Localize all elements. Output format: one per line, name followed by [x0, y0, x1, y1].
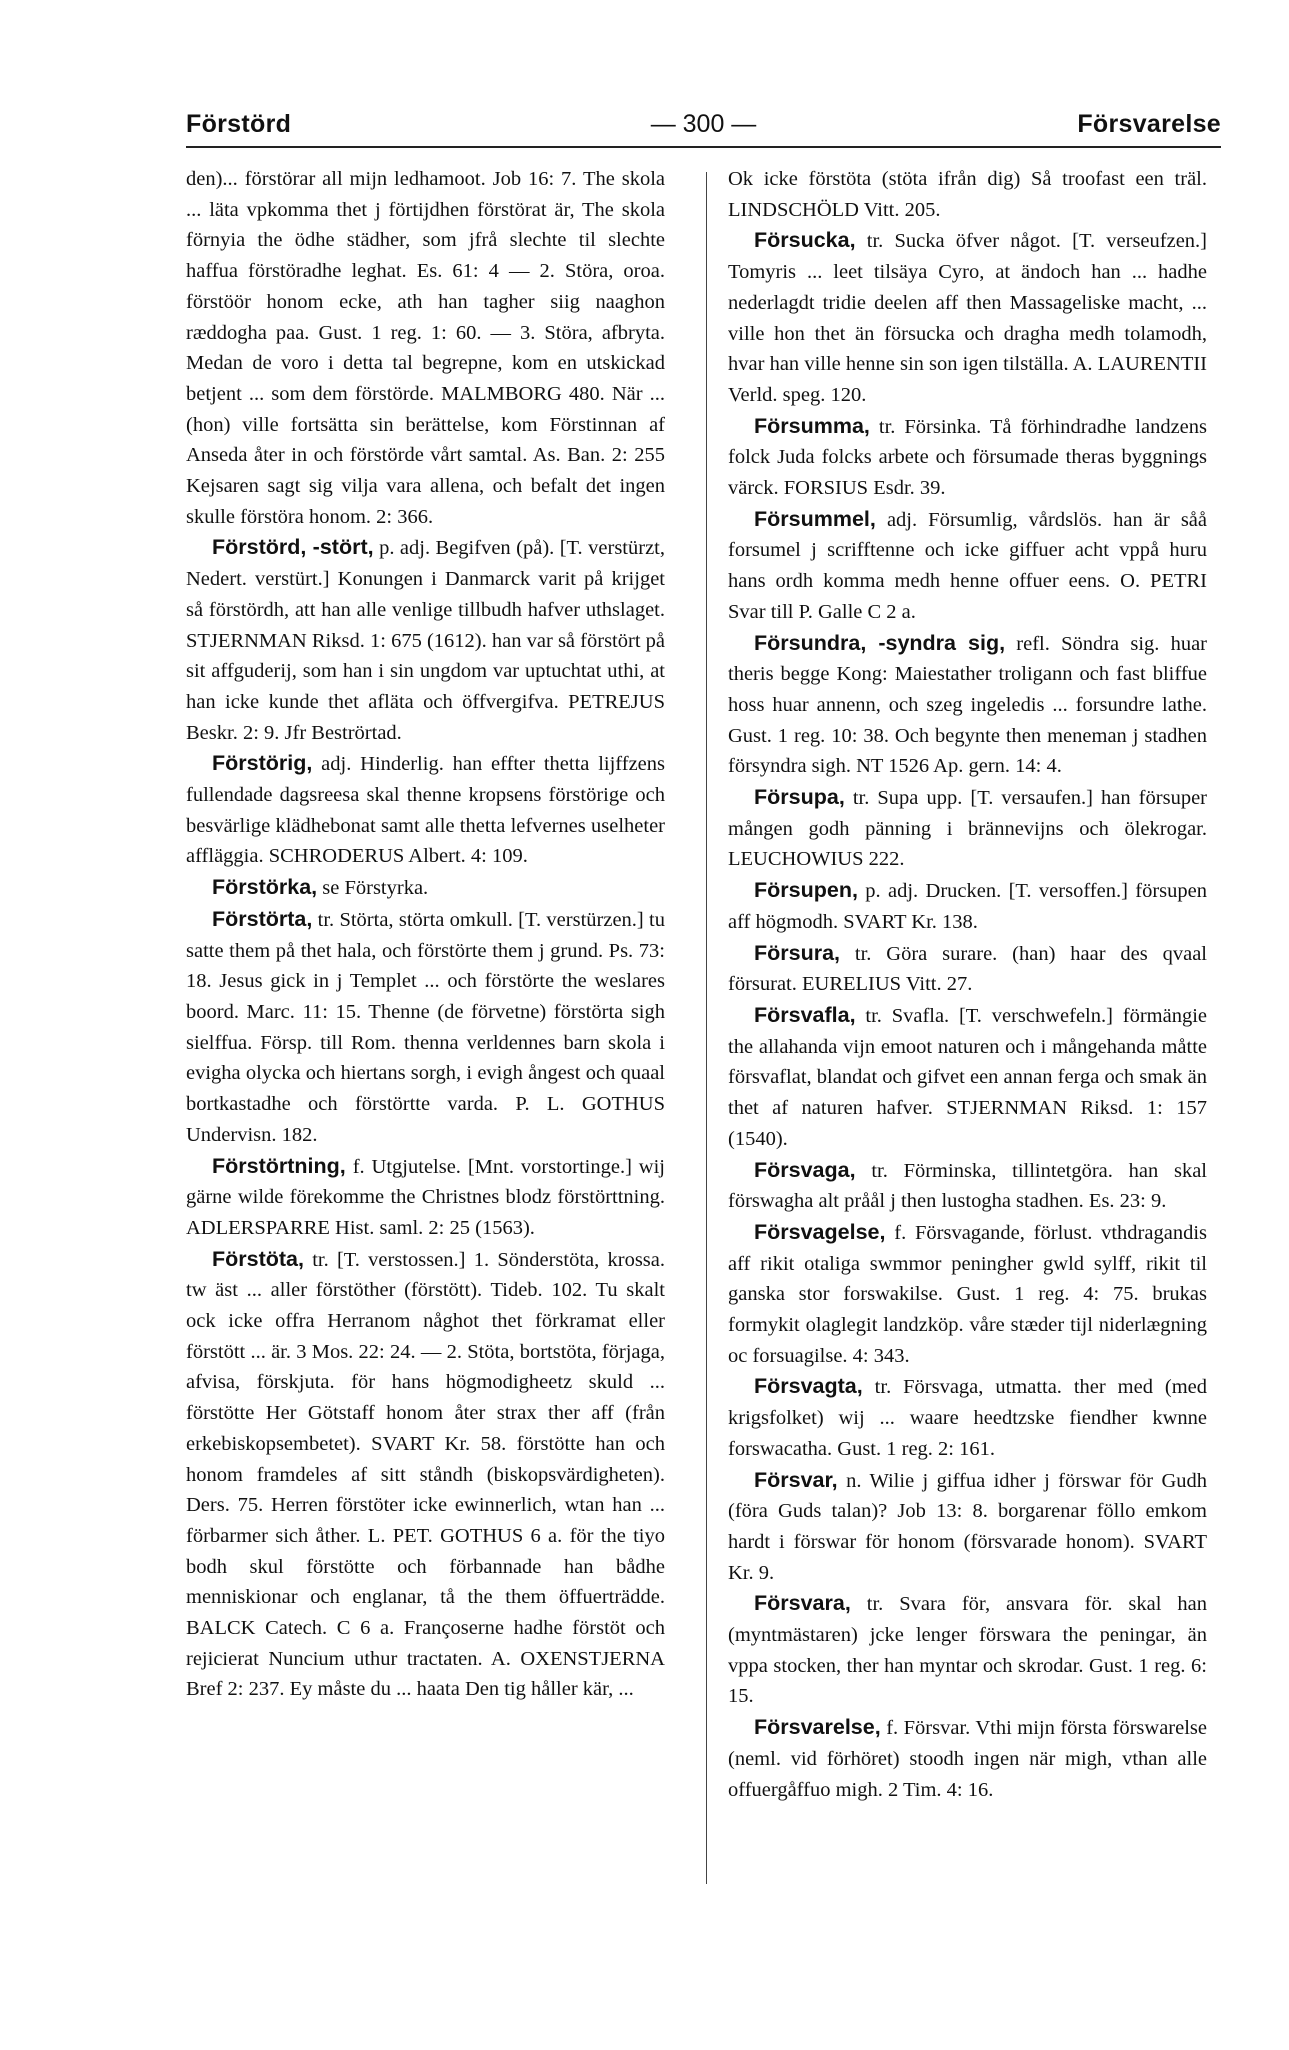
column-divider	[706, 172, 707, 1884]
entry-headword: Försvar,	[754, 1467, 838, 1492]
dictionary-entry	[186, 1244, 665, 1706]
dictionary-entry	[728, 1371, 1207, 1464]
dictionary-entry	[728, 1588, 1207, 1712]
entry-body: n. Wilie j giffua idher j förswar för Gudh (föra Guds talan)? Job 13: 8. borgarenar föllo emkom hardt i förswar för honom (försvarade honom). SVART Kr. 9.	[728, 1469, 1207, 1584]
entry-headword: Försucka,	[754, 228, 856, 253]
dictionary-entry	[186, 748, 665, 872]
entry-headword: Försvara,	[754, 1591, 851, 1616]
dictionary-entry	[728, 1712, 1207, 1805]
entry-body: adj. Försumlig, vårdslös. han är såå forsumel j scrifftenne och icke giffuer acht vppå huru hans ordh komma medh henne offuer eens. O. PETRI Svar till P. Galle C 2 a.	[728, 508, 1207, 623]
dictionary-entry	[728, 938, 1207, 1000]
entry-body: tr. Svara för, ansvara för. skal han (myntmästaren) jcke lenger förswara the peningar, än vppa stocken, ther han myntar och skrodar. Gust. 1 reg. 6: 15.	[728, 1593, 1207, 1708]
entry-headword: Förstörd, -stört,	[212, 535, 374, 560]
dictionary-entry	[728, 1465, 1207, 1589]
entry-headword: Förstörta,	[212, 906, 313, 931]
entry-headword: Försvarelse,	[754, 1715, 881, 1740]
entry-body: refl. Söndra sig. huar theris begge Kong: Maiestather troligann och fast bliffue hoss huar annenn, och szeg ingeledis ... forsundre lathe. Gust. 1 reg. 10: 38. Och begynte then meneman j stadhen försyndra sigh. NT 1526 Ap. gern. 14: 4.	[728, 632, 1208, 778]
dictionary-entry	[728, 225, 1207, 410]
dictionary-entry	[186, 904, 665, 1151]
entry-headword: Försvagta,	[754, 1374, 863, 1399]
page-number: — 300 —	[650, 110, 757, 138]
dictionary-entry	[728, 1217, 1207, 1372]
dictionary-entry	[186, 872, 665, 904]
header-rule	[186, 146, 1221, 148]
entry-headword: Försura,	[754, 940, 841, 965]
entry-headword: Förstörka,	[212, 875, 318, 900]
dictionary-entry	[728, 163, 1207, 225]
entry-body: f. Försvagande, förlust. vthdragandis aff rikit otaliga swmmor peningher gwld sylff, rikit til ganska stor forswakilse. Gust. 1 reg. 4: 75. brukas formykit olaglegit landzköp. våre stæder tijl niderlægning oc forsuagilse. 4: 343.	[728, 1221, 1208, 1367]
entry-headword: Försvagelse,	[754, 1219, 886, 1244]
entry-headword: Försummel,	[754, 506, 876, 531]
entry-body: den)... förstörar all mijn ledhamoot. Job 16: 7. The skola ... läta vpkomma thet j förtijdhen förstörat är, The skola förnyia the ödhe städher, som jfrå slechte til slechte haffua förstöradhe leghat. Es. 61: 4 — 2. Störa, oroa. förstöör honom ecke, ath han tagher siig naaghon ræddogha paa. Gust. 1 reg. 1: 60. — 3. Störa, afbryta. Medan de voro i detta tal begrepne, kom en utskickad betjent ... som dem förstörde. MALMBORG 480. När ... (hon) ville fortsätta sin berättelse, kom Förstinnan af Anseda åter in och förstörde vårt samtal. As. Ban. 2: 255 Kejsaren sagt sig vilja vara allena, och befalt det ingen skulle förstöra honom. 2: 366.	[186, 168, 665, 528]
dictionary-entry	[728, 504, 1207, 628]
entry-body: tr. Göra surare. (han) haar des qvaal försurat. EURELIUS Vitt. 27.	[728, 942, 1207, 996]
entry-headword: Förstörtning,	[212, 1153, 346, 1178]
entry-body: tr. Försvaga, utmatta. ther med (med krigsfolket) wij ... waare heedtzske fiendher kwnne forswacatha. Gust. 1 reg. 2: 161.	[728, 1376, 1208, 1460]
dictionary-entry	[728, 628, 1207, 783]
header-last-word: Försvarelse	[1077, 110, 1221, 138]
right-column	[728, 163, 1207, 1805]
dictionary-entry	[186, 1151, 665, 1244]
entry-headword: Försvaga,	[754, 1157, 856, 1182]
entry-body: tr. [T. verstossen.] 1. Sönderstöta, krossa. tw äst ... aller förstöther (förstött). Tideb. 102. Tu skalt ock icke offra Herranom någhot thet förkramat eller förstött ... är. 3 Mos. 22: 24. — 2. Stöta, bortstöta, förjaga, afvisa, förskjuta. för hans högmodigheetz skuld ... förstötte Her Götstaff honom åter strax ther aff (från erkebiskopsembetet). SVART Kr. 58. förstötte han och honom framdeles af sitt ståndh (biskopsvärdigheten). Ders. 75. Herren förstöter icke ewinnerlich, wtan han ... förbarmer sich åther. L. PET. GOTHUS 6 a. för the tiyo bodh skul förstötte och förbannade han bådhe menniskionar och englanar, tå the them öffuerträdde. BALCK Catech. C 6 a. Françoserne hadhe förstöt och rejicierat Nuncium uthur tractaten. A. OXENSTJERNA Bref 2: 237. Ey måste du ... haata Den tig håller kär, ...	[186, 1248, 666, 1701]
dictionary-entry	[728, 411, 1207, 504]
entry-body: tr. Supa upp. [T. versaufen.] han försuper mången godh pänning i brännevijns och ölekrogar. LEUCHOWIUS 222.	[728, 787, 1207, 871]
dictionary-entry	[728, 1000, 1207, 1155]
entry-body: f. Utgjutelse. [Mnt. vorstortinge.] wij gärne wilde förekomme the Christnes blodz förstörttning. ADLERSPARRE Hist. saml. 2: 25 (1563).	[186, 1155, 666, 1239]
running-head	[186, 104, 1221, 144]
entry-body: se Förstyrka.	[322, 877, 429, 900]
entry-headword: Förstöta,	[212, 1246, 304, 1271]
entry-headword: Försumma,	[754, 413, 870, 438]
entry-body: tr. Försinka. Tå förhindradhe landzens folck Juda folcks arbete och försumade theras byggnings värck. FORSIUS Esdr. 39.	[728, 415, 1207, 500]
dictionary-entry	[186, 532, 665, 748]
entry-headword: Försupen,	[754, 878, 858, 903]
entry-body: p. adj. Begifven (på). [T. verstürzt, Nedert. verstürt.] Konungen i Danmarck varit på krijget så förstördh, att han alle venlige tillbudh hafver uthslaget. STJERNMAN Riksd. 1: 675 (1612). han var så förstört på sit affguderij, som han i sin ungdom var uptuchtat uthi, at han icke kunde thet afläta och öffvergifva. PETREJUS Beskr. 2: 9. Jfr Beströrtad.	[186, 537, 665, 744]
left-column	[186, 163, 665, 1705]
dictionary-entry	[728, 782, 1207, 875]
entry-headword: Försundra, -syndra sig,	[754, 630, 1006, 655]
entry-headword: Förstörig,	[212, 751, 313, 776]
dictionary-entry	[186, 163, 665, 532]
dictionary-entry	[728, 875, 1207, 937]
entry-body: adj. Hinderlig. han effter thetta lijffzens fullendade dagsreesa skal thenne kropsens förstörige och besvärlige klädhebonat samt alle thetta lefvernes uselheter affläggia. SCHRODERUS Albert. 4: 109.	[186, 753, 665, 868]
entry-body: Ok icke förstöta (stöta ifrån dig) Så troofast een träl. LINDSCHÖLD Vitt. 205.	[728, 168, 1207, 221]
entry-body: p. adj. Drucken. [T. versoffen.] försupen aff högmodh. SVART Kr. 138.	[728, 880, 1207, 933]
entry-body: tr. Sucka öfver något. [T. verseufzen.] Tomyris ... leet tilsäya Cyro, at ändoch han ... hadhe nederlagdt tridie deelen aff then Massageliske macht, ... ville hon thet än försucka och dragha medh tolamodh, hvar han ville henne sin son igen tilställa. A. LAURENTII Verld. speg. 120.	[728, 230, 1208, 406]
entry-headword: Försupa,	[754, 785, 845, 810]
entry-headword: Försvafla,	[754, 1002, 856, 1027]
entry-body: f. Försvar. Vthi mijn första förswarelse (neml. vid förhöret) stoodh ingen när migh, vthan alle offuergåffuo migh. 2 Tim. 4: 16.	[728, 1717, 1207, 1801]
entry-body: tr. Störta, störta omkull. [T. verstürzen.] tu satte them på thet hala, och förstörte them j grund. Ps. 73: 18. Jesus gick in j Templet ... och förstörte the weslares boord. Marc. 11: 15. Thenne (de förvetne) förstörta sigh sielffua. Försp. till Rom. thenna verldennes barn skola i evigha olycka och hiertans sorgh, i evigh ångest och quaal bortkastadhe och förstörtte varda. P. L. GOTHUS Undervisn. 182.	[186, 908, 665, 1146]
dictionary-entry	[728, 1155, 1207, 1217]
entry-body: tr. Förminska, tillintetgöra. han skal förswagha alt pråål j then lustogha stadhen. Es. 23: 9.	[728, 1159, 1208, 1213]
header-first-word: Förstörd	[186, 110, 292, 138]
entry-body: tr. Svafla. [T. verschwefeln.] förmängie the allahanda vijn emoot naturen och i mångehanda måtte försvaflat, blandat och gifvet een annan ferga och smak än thet af naturen hafver. STJERNMAN Riksd. 1: 157 (1540).	[728, 1004, 1207, 1150]
